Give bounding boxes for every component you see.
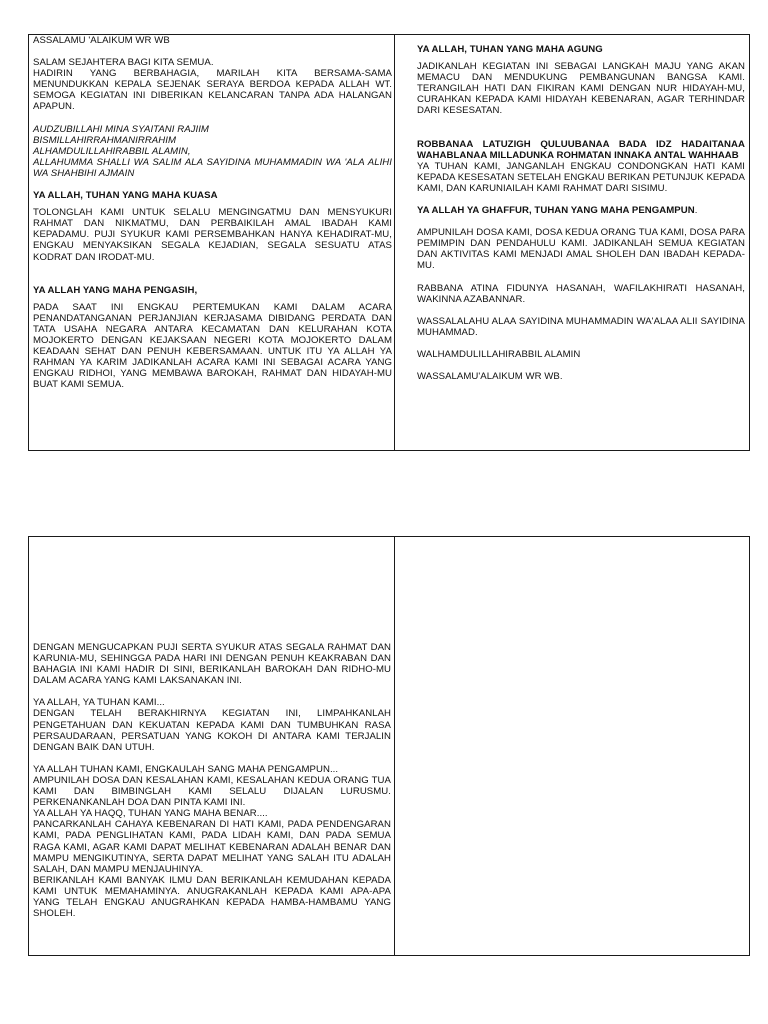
line-ya-haqq: YA ALLAH YA HAQQ, TUHAN YANG MAHA BENAR.... — [33, 808, 268, 820]
salam-line: SALAM SEJAHTERA BAGI KITA SEMUA. — [33, 57, 214, 69]
heading-maha-pengasih: YA ALLAH YANG MAHA PENGASIH, — [33, 284, 198, 296]
paragraph-berikanlah: BERIKANLAH KAMI BANYAK ILMU DAN BERIKANLAH KEMUDAHAN KEPADA KAMI UNTUK MEMAHAMINYA. ANUGRAKANLAH KEPADA KAMI APA-APA YANG TELAH ENGKAU ANUGRAHKAN KEPADA HAMBA-HAMBAMU YANG SHOLEH. — [33, 874, 391, 920]
top-left-cell — [29, 35, 394, 450]
bottom-prayer-table — [28, 536, 750, 956]
paragraph-puji-syukur: DENGAN MENGUCAPKAN PUJI SERTA SYUKUR ATAS SEGALA RAHMAT DAN KARUNIA-MU, SEHINGGA PADA HARI INI DENGAN PENUH KEAKRABAN DAN BAHAGIA INI KAMI HADIR DI SINI, BERIKANLAH BAROKAH DAN RIDHO-MU DALAM ACARA YANG KAMI LAKSANAKAN INI. — [33, 642, 391, 687]
hadirin-paragraph: HADIRIN YANG BERBAHAGIA, MARILAH KITA BERSAMA-SAMA MENUNDUKKAN KEPALA SEJENAK SERAYA BERDOA KEPADA ALLAH WT. SEMOGA KEGIATAN INI DIBERIKAN KELANCARAN TANPA ADA HALANGAN APAPUN. — [33, 68, 392, 113]
top-prayer-table — [28, 34, 750, 451]
line-maha-pengampun: YA ALLAH TUHAN KAMI, ENGKAULAH SANG MAHA PENGAMPUN... — [33, 763, 339, 775]
heading-ghaffur-line — [417, 205, 745, 216]
paragraph-maha-agung: JADIKANLAH KEGIATAN INI SEBAGAI LANGKAH MAJU YANG AKAN MEMACU DAN MENDUKUNG PEMBANGUNAN BANGSA KAMI. TERANGILAH HATI DAN FIKIRAN KAMI DENGAN NUR HIDAYAH-MU, CURAHKAN KEPADA KAMI HIDAYAH KEBENARAN, AGAR TERHINDAR DARI KESESATAN. — [417, 61, 745, 117]
paragraph-berakhirnya: DENGAN TELAH BERAKHIRNYA KEGIATAN INI, LIMPAHKANLAH PENGETAHUAN DAN KEKUATAN KEPADA KAMI DAN TUMBUHKAN RASA PERSAUDARAAN, PERSATUAN YANG KOKOH DI ANTARA KAMI TERJALIN DENGAN BAIK DAN UTUH. — [33, 708, 391, 753]
paragraph-robbanaa: YA TUHAN KAMI, JANGANLAH ENGKAU CONDONGKAN HATI KAMI KEPADA KESESATAN SETELAH ENGKAU BERIKAN PETUNJUK KEPADA KAMI, DAN KARUNIAILAH KAMI RAHMAT DARI SISIMU. — [417, 160, 745, 194]
arabic-line-3: ALHAMDULILLAHIRABBIL ALAMIN, — [33, 145, 191, 157]
closing-salam: WASSALAMU'ALAIKUM WR WB. — [417, 370, 563, 382]
bottom-right-cell-empty — [394, 537, 749, 955]
line-ya-allah-tuhan-kami: YA ALLAH, YA TUHAN KAMI... — [33, 697, 165, 709]
paragraph-pancarkanlah: PANCARKANLAH CAHAYA KEBENARAN DI HATI KAMI, PADA PENDENGARAN KAMI, PADA PENGLIHATAN KAMI, PADA LIDAH KAMI, DAN PADA SEMUA RAGA KAMI, AGAR KAMI DAPAT MELIHAT KEBENARAN ADALAH BENAR DAN MAMPU MENGIKUTINYA, SERTA DAPAT MELIHAT YANG SALAH ITU ADALAH SALAH, DAN MAMPU MENJAUHINYA. — [33, 819, 391, 875]
bottom-left-cell — [29, 537, 394, 955]
greeting: ASSALAMU 'ALAIKUM WR WB — [33, 35, 170, 46]
paragraph-maha-pengasih: PADA SAAT INI ENGKAU PERTEMUKAN KAMI DALAM ACARA PENANDATANGANAN PERJANJIAN KERJASAMA DIBIDANG PERDATA DAN TATA USAHA NEGARA ANTARA KECAMATAN DAN KELURAHAN KOTA MOJOKERTO DENGAN KEJAKSAAN NEGERI KOTA MOJOKERTO DALAM KEADAAN SEHAT DAN PENUH KEBERSAMAAN. UNTUK ITU YA ALLAH YA RAHMAN YA KARIM JADIKANLAH ACARA KAMI INI SEBAGAI ACARA YANG ENGKAU RIDHOI, YANG MEMBAWA BAROKAH, RAHMAT DAN HIDAYAH-MU BUAT KAMI SEMUA. — [33, 301, 392, 391]
arabic-line-1: AUDZUBILLAHI MINA SYAITANI RAJIIM — [33, 123, 209, 135]
arabic-line-2: BISMILLAHIRRAHMANIRRAHIM — [33, 134, 176, 146]
paragraph-maha-kuasa: TOLONGLAH KAMI UNTUK SELALU MENGINGATMU DAN MENSYUKURI RAHMAT DAN NIKMATMU, DAN PERBAIKILAH AMAL IBADAH KAMI KEPADAMU. PUJI SYUKUR KAMI PERSEMBAHKAN HANYA KEHADIRAT-MU, ENGKAU MENYAKSIKAN SEGALA KEJADIAN, SEGALA SESUATU ATAS KODRAT DAN IRODAT-MU. — [33, 207, 392, 263]
paragraph-walhamdulillah: WALHAMDULILLAHIRABBIL ALAMIN — [417, 348, 581, 360]
heading-maha-agung: YA ALLAH, TUHAN YANG MAHA AGUNG — [417, 44, 603, 55]
paragraph-ampunilah: AMPUNILAH DOSA KAMI, DOSA KEDUA ORANG TUA KAMI, DOSA PARA PEMIMPIN DAN PENDAHULU KAMI. JADIKANLAH SEMUA KEGIATAN DAN AKTIVITAS KAMI MENJADI AMAL SHOLEH DAN IBADAH KEPADA-MU. — [417, 227, 745, 272]
paragraph-rabbana-atina: RABBANA ATINA FIDUNYA HASANAH, WAFILAKHIRATI HASANAH, WAKINNA AZABANNAR. — [417, 282, 745, 305]
paragraph-wassalalahu: WASSALALAHU ALAA SAYIDINA MUHAMMADIN WA'ALAA ALII SAYIDINA MUHAMMAD. — [417, 315, 745, 338]
heading-robbanaa: ROBBANAA LATUZIGH QULUUBANAA BADA IDZ HADAITANAA WAHABLANAA MILLADUNKA ROHMATAN INNAKA ANTAL WAHHAAB — [417, 138, 745, 161]
heading-ghaffur-period: . — [694, 205, 698, 217]
top-right-cell — [394, 35, 749, 450]
arabic-line-4: ALLAHUMMA SHALLI WA SALIM ALA SAYIDINA MUHAMMADIN WA 'ALA ALIHI WA SHAHBIHI AJMAIN — [33, 156, 392, 179]
paragraph-ampunilah-dosa: AMPUNILAH DOSA DAN KESALAHAN KAMI, KESALAHAN KEDUA ORANG TUA KAMI DAN BIMBINGLAH KAMI SELALU DIJALAN LURUSMU. PERKENANKANLAH DOA DAN PINTA KAMI INI. — [33, 774, 391, 809]
heading-maha-kuasa: YA ALLAH, TUHAN YANG MAHA KUASA — [33, 190, 218, 202]
heading-ghaffur: YA ALLAH YA GHAFFUR, TUHAN YANG MAHA PENGAMPUN — [417, 205, 695, 217]
